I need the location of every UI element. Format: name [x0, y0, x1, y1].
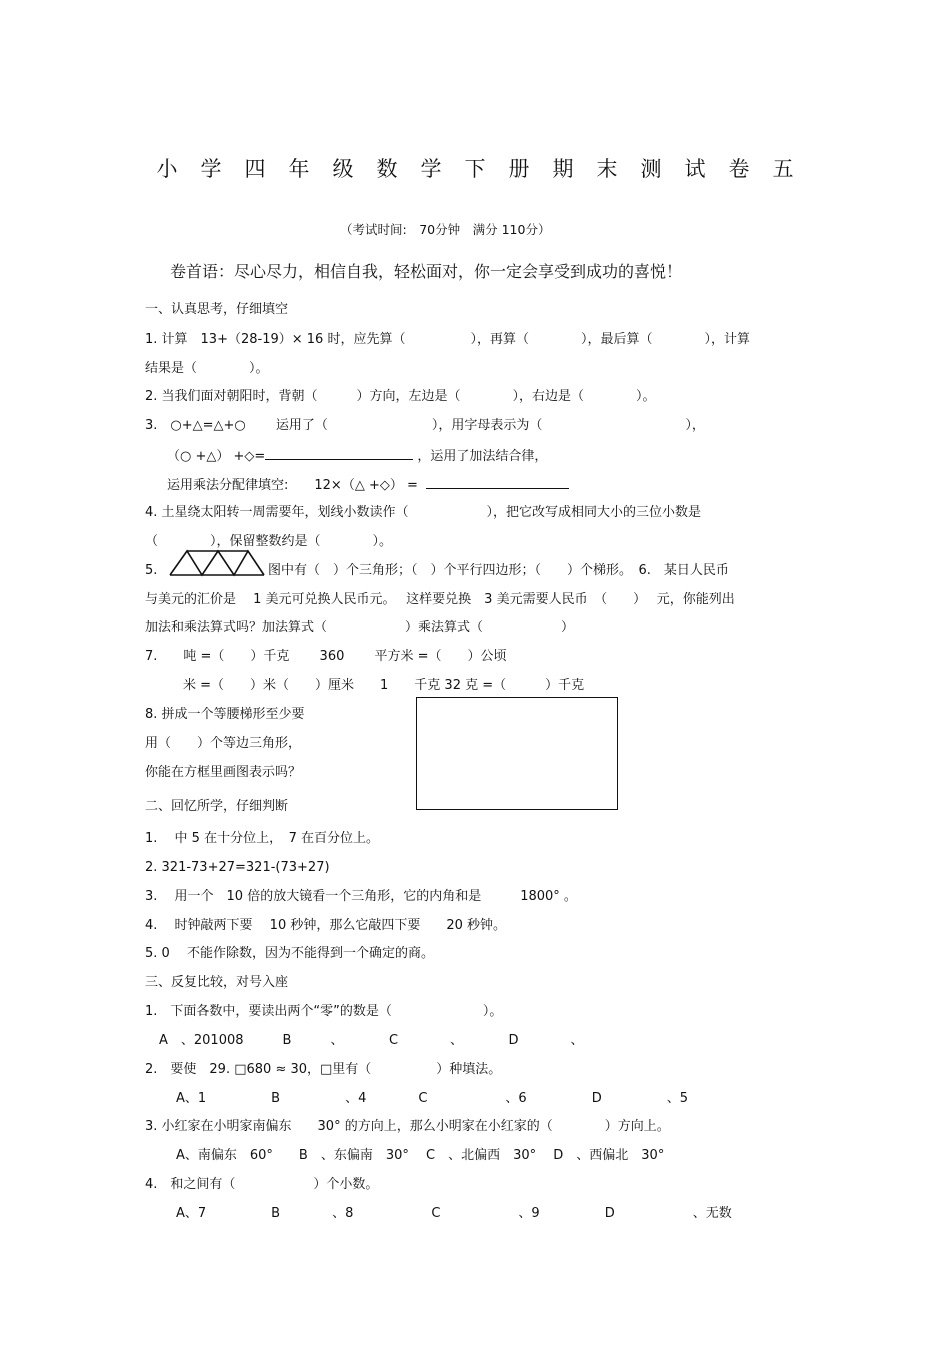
s3-q3: 3. 小红家在小明家南偏东 30° 的方向上，那么小明家在小红家的（ ）方向上。 — [145, 1119, 670, 1134]
s1-q8-line2: 用（ ）个等边三角形， — [145, 736, 302, 751]
s1-q3-line2-pre: （○ +△） +◇= — [167, 449, 266, 464]
s3-q2: 2. 要使 29. □680 ≈ 30，□里有（ ）种填法。 — [145, 1062, 502, 1077]
s1-q8-line1: 8. 拼成一个等腰梯形至少要 — [145, 707, 305, 722]
s1-q3-line3-pre: 运用乘法分配律填空: 12×（△ +◇） = — [167, 478, 418, 493]
s1-q1-line1: 1. 计算 13+（28-19）× 16 时，应先算（ ），再算（ ），最后算（ ），计算 — [145, 332, 750, 347]
s3-q4-options: A、7 B 、8 C 、9 D 、无数 — [176, 1206, 732, 1221]
triangle-strip-figure — [168, 549, 266, 577]
s2-q3: 3. 用一个 10 倍的放大镜看一个三角形，它的内角和是 1800° 。 — [145, 889, 577, 904]
s3-q4: 4. 和之间有（ ）个小数。 — [145, 1177, 379, 1192]
s2-q2: 2. 321-73+27=321-(73+27) — [145, 860, 330, 875]
s1-q6-line3: 加法和乘法算式吗？加法算式（ ）乘法算式（ ） — [145, 620, 575, 635]
s1-q8-line3: 你能在方框里画图表示吗？ — [145, 765, 302, 780]
s1-q5-number: 5. — [145, 563, 158, 578]
section1-heading: 一、认真思考，仔细填空 — [145, 302, 289, 317]
answer-line[interactable] — [265, 447, 413, 460]
s1-q4-line2: （ ），保留整数约是（ ）。 — [145, 534, 393, 549]
s1-q4-line1: 4. 土星绕太阳转一周需要年，划线小数读作（ ），把它改写成相同大小的三位小数是 — [145, 505, 702, 520]
s3-q2-options: A、1 B 、4 C 、6 D 、5 — [176, 1091, 688, 1106]
motto: 卷首语：尽心尽力，相信自我，轻松面对，你一定会享受到成功的喜悦！ — [170, 262, 683, 281]
s1-q7-line2: 米 =（ ）米（ ）厘米 1 千克 32 克 =（ ）千克 — [183, 678, 585, 693]
section3-heading: 三、反复比较，对号入座 — [145, 975, 289, 990]
s1-q3-line2 — [167, 447, 547, 465]
s2-q4: 4. 时钟敲两下要 10 秒钟，那么它敲四下要 20 秒钟。 — [145, 918, 507, 933]
s3-q3-options: A、南偏东 60° B 、东偏南 30° C 、北偏西 30° D 、西偏北 30° — [176, 1148, 665, 1163]
answer-line[interactable] — [426, 476, 569, 489]
s1-q6-line2: 与美元的汇价是 1 美元可兑换人民币元。 这样要兑换 3 美元需要人民币 （ ） 元，你能列出 — [145, 592, 735, 607]
exam-info: （考试时间: 70分钟 满分 110分） — [340, 222, 551, 237]
s1-q5-text: 图中有（ ）个三角形；（ ）个平行四边形；（ ）个梯形。 6. 某日人民币 — [268, 563, 729, 578]
s2-q5: 5. 0 不能作除数，因为不能得到一个确定的商。 — [145, 946, 434, 961]
s3-q1-options: A 、201008 B 、 C 、 D 、 — [159, 1033, 584, 1048]
page-title: 小学四年级数学下册期末测试卷五 — [156, 157, 817, 181]
s3-q1: 1. 下面各数中，要读出两个“零”的数是（ ）。 — [145, 1004, 503, 1019]
drawing-box[interactable] — [416, 697, 618, 810]
s1-q3-line1: 3. ○+△=△+○ 运用了（ ），用字母表示为（ ）， — [145, 418, 705, 433]
s1-q1-line2: 结果是（ ）。 — [145, 361, 269, 376]
s1-q2: 2. 当我们面对朝阳时，背朝（ ）方向，左边是（ ），右边是（ ）。 — [145, 389, 656, 404]
s1-q7-line1: 7. 吨 =（ ）千克 360 平方米 =（ ）公顷 — [145, 649, 507, 664]
s2-q1: 1. 中 5 在十分位上， 7 在百分位上。 — [145, 831, 379, 846]
section2-heading: 二、回忆所学，仔细判断 — [145, 799, 289, 814]
s1-q3-line2-post: ，运用了加法结合律， — [417, 449, 548, 464]
s1-q3-line3 — [167, 476, 569, 494]
